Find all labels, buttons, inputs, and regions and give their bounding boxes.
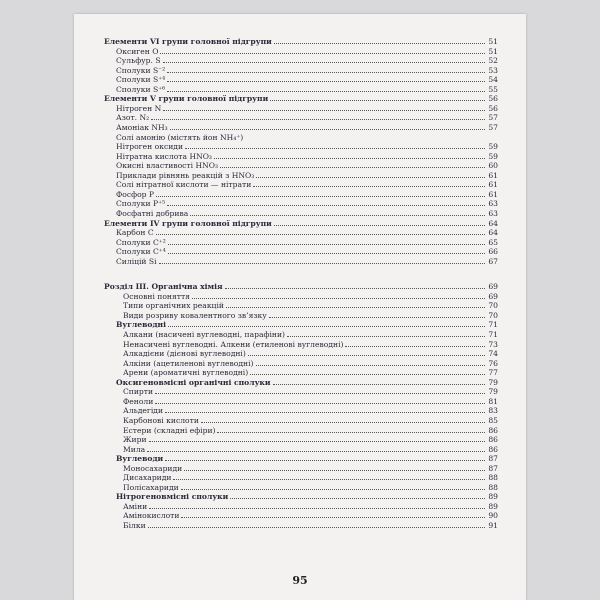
dot-leader [192, 298, 485, 299]
dot-leader [170, 129, 485, 130]
dot-leader [184, 470, 485, 471]
toc-entry [116, 378, 498, 387]
toc-entry-title: Типи органічних реакцій [123, 301, 224, 311]
toc-entry-page: 56 [488, 103, 498, 113]
dot-leader [155, 403, 485, 404]
toc-entry [123, 473, 498, 482]
toc-entry-page: 59 [488, 142, 498, 151]
toc-entry-page: 77 [488, 368, 498, 378]
toc-entry-page: 65 [488, 237, 498, 247]
toc-entry-page: 86 [488, 425, 498, 435]
toc-entry-title: Дисахариди [123, 473, 172, 483]
toc-entry-page: 86 [488, 435, 498, 444]
toc-entry [116, 171, 498, 180]
toc-entry-title: Окисні властивості HNO₃ [116, 161, 219, 171]
dot-leader [270, 100, 485, 101]
toc-entry-page: 89 [488, 492, 498, 502]
toc-entry [116, 180, 498, 189]
toc-entry [116, 161, 498, 170]
toc-entry-title: Феноли [123, 396, 154, 406]
toc-entry-title: Сполуки C⁺⁴ [116, 247, 166, 257]
toc-entry [123, 464, 498, 473]
toc-entry-title: Види розриву ковалентного зв’язку [123, 310, 267, 320]
toc-entry-title: Вуглеводи [116, 454, 164, 464]
dot-leader [151, 119, 485, 120]
toc-entry-title: Альдегіди [123, 406, 164, 416]
toc-entry-title: Амінокислоти [123, 511, 180, 521]
toc-entry-page: 74 [488, 349, 498, 359]
toc-entry-title: Елементи IV групи головної підгрупи [104, 218, 272, 228]
toc-entry [116, 75, 498, 84]
toc-entry [123, 502, 498, 511]
toc-entry-page: 87 [488, 463, 498, 473]
dot-leader [217, 432, 485, 433]
toc-entry [116, 152, 498, 161]
toc-entry [116, 85, 498, 94]
toc-entry-title: Елементи VI групи головної підгрупи [104, 37, 272, 46]
dot-leader [225, 288, 485, 289]
dot-leader [168, 253, 485, 254]
dot-leader [155, 393, 485, 394]
toc-entry-title: Сполуки S⁺⁶ [116, 84, 166, 94]
toc-entry-title: Арени (ароматичні вуглеводні) [123, 368, 249, 378]
toc-entry-title: Естери (складні ефіри) [123, 425, 216, 435]
toc-entry-title: Нітроген оксиди [116, 142, 184, 151]
toc-entry [104, 219, 498, 228]
toc-entry [104, 37, 498, 46]
toc-entry-page: 55 [488, 84, 498, 94]
toc-entry-title: Оксигеновмісні органічні сполуки [116, 377, 271, 387]
toc-entry-page: 91 [488, 521, 498, 530]
dot-leader [214, 158, 485, 159]
toc-entry [123, 511, 498, 520]
toc-entry-title: Карбонові кислоти [123, 415, 199, 425]
toc-entry-title: Оксиген O [116, 46, 159, 56]
toc-entry-title: Сполуки S⁻² [116, 65, 166, 75]
toc-entry [123, 301, 498, 310]
toc-entry-page: 51 [488, 37, 498, 46]
toc-entry-title: Сполуки S⁺⁴ [116, 75, 166, 85]
toc-entry [116, 320, 498, 329]
dot-leader [159, 263, 485, 264]
dot-leader [167, 205, 485, 206]
dot-leader [173, 479, 485, 480]
dot-leader [181, 517, 485, 518]
toc-entry-page: 61 [488, 170, 498, 180]
toc-entry-page: 79 [488, 377, 498, 387]
dot-leader [165, 412, 485, 413]
toc-entry-page: 69 [488, 282, 498, 292]
toc-entry [116, 199, 498, 208]
toc-entry [116, 56, 498, 65]
toc-entry-title: Амоніак NH₃ [116, 122, 168, 132]
toc-entry-page: 63 [488, 199, 498, 209]
dot-leader [181, 489, 485, 490]
toc-entry-page: 64 [488, 218, 498, 228]
toc-entry-page: 88 [488, 473, 498, 483]
toc-entry-page: 60 [488, 161, 498, 171]
dot-leader [287, 336, 485, 337]
toc-entry-title: Мила [123, 444, 146, 454]
toc-entry-title: Фосфор P [116, 189, 155, 199]
dot-leader [167, 72, 485, 73]
dot-leader [256, 365, 486, 366]
toc-entry-title: Білки [123, 521, 146, 530]
toc-entry [123, 406, 498, 415]
dot-leader [148, 527, 485, 528]
dot-leader [273, 384, 485, 385]
toc-entry [116, 104, 498, 113]
dot-leader [167, 81, 485, 82]
toc-entry-title: Аміни [123, 501, 148, 511]
dot-leader [256, 177, 485, 178]
toc-entry-page: 81 [488, 396, 498, 406]
toc-entry-page: 59 [488, 151, 498, 161]
dot-leader [156, 196, 485, 197]
toc-entry [123, 359, 498, 368]
toc-entry [116, 133, 498, 142]
dot-leader [269, 317, 485, 318]
toc-entry-page: 79 [488, 387, 498, 397]
toc-entry [123, 311, 498, 320]
toc-entry-page: 61 [488, 180, 498, 190]
toc-entry [116, 113, 498, 122]
book-page [74, 14, 526, 600]
toc-entry-title: Розділ III. Органічна хімія [104, 282, 223, 292]
dot-leader [190, 215, 485, 216]
toc-entry [116, 190, 498, 199]
dot-leader [156, 234, 485, 235]
toc-entry-page: 71 [488, 330, 498, 339]
toc-entry [123, 483, 498, 492]
toc-entry [123, 292, 498, 301]
toc-entry [116, 257, 498, 266]
dot-leader [253, 186, 485, 187]
dot-leader [201, 422, 485, 423]
toc-entry-title: Основні поняття [123, 291, 190, 301]
dot-leader [163, 62, 485, 63]
dot-leader [163, 110, 485, 111]
toc-entry-page: 51 [488, 46, 498, 56]
dot-leader [248, 355, 485, 356]
toc-entry-page: 70 [488, 310, 498, 320]
toc-entry-page: 71 [488, 320, 498, 330]
toc-entry-page: 87 [488, 454, 498, 464]
dot-leader [345, 346, 485, 347]
dot-leader [185, 148, 485, 149]
toc-entry-page: 66 [488, 247, 498, 257]
toc-entry [123, 368, 498, 377]
toc-entry-title: Приклади рівнянь реакцій з HNO₃ [116, 170, 255, 180]
toc-entry-page: 85 [488, 415, 498, 425]
toc-entry-page: 88 [488, 482, 498, 492]
toc-entry-title: Карбон C [116, 228, 154, 237]
toc-entry-title: Солі нітратної кислоти — нітрати [116, 180, 252, 190]
dot-leader [274, 43, 485, 44]
toc-entry-page: 52 [488, 56, 498, 66]
toc-entry-page: 89 [488, 501, 498, 511]
toc-entry-page: 63 [488, 208, 498, 218]
toc-entry-page: 53 [488, 65, 498, 75]
toc-entry-title: Вуглеводні [116, 320, 166, 330]
toc-entry-page: 70 [488, 301, 498, 311]
toc-entry-page: 76 [488, 358, 498, 368]
toc-entry-title: Сполуки P⁺⁵ [116, 199, 166, 209]
dot-leader [250, 374, 485, 375]
toc-entry-title: Жири [123, 435, 147, 444]
toc-entry [123, 340, 498, 349]
toc-entry-title: Спирти [123, 387, 154, 397]
dot-leader [168, 244, 485, 245]
dot-leader [230, 498, 485, 499]
toc-entry [116, 238, 498, 247]
dot-leader [220, 167, 485, 168]
page-number: 95 [292, 574, 308, 587]
toc-entry-title: Фосфатні добрива [116, 208, 189, 218]
toc-entry [123, 387, 498, 396]
dot-leader [226, 307, 485, 308]
toc-entry-page: 57 [488, 122, 498, 132]
toc-entry [123, 521, 498, 530]
toc-entry-page: 61 [488, 189, 498, 199]
dot-leader [149, 441, 485, 442]
toc-entry-title: Сполуки C⁺² [116, 237, 166, 247]
toc-entry-page: 67 [488, 256, 498, 266]
toc-entry [116, 454, 498, 463]
dot-leader [165, 460, 485, 461]
toc-entry [116, 492, 498, 501]
dot-leader [149, 508, 485, 509]
toc-entry-title: Алкани (насичені вуглеводні, парафіни) [123, 330, 285, 339]
toc-entry-title: Ненасичені вуглеводні. Алкени (етиленові вуглеводні) [123, 339, 344, 349]
toc-entry-title: Полісахариди [123, 482, 179, 492]
toc-entry-page: 73 [488, 339, 498, 349]
toc-entry [104, 282, 498, 291]
toc-entry-page: 56 [488, 94, 498, 104]
toc-entry [116, 47, 498, 56]
toc-entry-title: Сульфур. S [116, 56, 161, 66]
toc-entry [116, 123, 498, 132]
dot-leader [168, 326, 485, 327]
toc-entry-title: Моносахариди [123, 463, 183, 473]
toc-entry-title: Азот. N₂ [116, 113, 150, 123]
toc-entry-title: Силіцій Si [116, 256, 157, 266]
toc-entry [123, 330, 498, 339]
dot-leader [147, 451, 485, 452]
toc-entry-title: Нітратна кислота HNO₃ [116, 151, 212, 161]
toc-entry-page: 57 [488, 113, 498, 123]
toc-entry-title: Алкадієни (дієнові вуглеводні) [123, 349, 246, 359]
dot-leader [167, 91, 485, 92]
dot-leader [160, 53, 485, 54]
toc-entry-title: Елементи V групи головної підгрупи [104, 94, 269, 104]
toc-entry [123, 349, 498, 358]
toc-entry [116, 228, 498, 237]
toc-entry-title: Нітроген N [116, 103, 162, 113]
toc-entry-page: 64 [488, 228, 498, 237]
toc-entry [116, 247, 498, 256]
dot-leader [274, 225, 485, 226]
toc-entry-page: 69 [488, 291, 498, 301]
toc-entry [123, 416, 498, 425]
toc-entry [116, 142, 498, 151]
toc-entry-title: Нітрогеновмісні сполуки [116, 492, 229, 502]
toc-entry-title: Солі амонію (містять йон NH₄⁺) [116, 132, 244, 142]
toc-entry-page: 86 [488, 444, 498, 454]
toc-entry [123, 445, 498, 454]
toc-entry [116, 66, 498, 75]
toc-entry [123, 426, 498, 435]
toc-entry [123, 397, 498, 406]
toc-entry [123, 435, 498, 444]
toc-entry [104, 94, 498, 103]
toc-entry-page: 83 [488, 406, 498, 416]
toc-entry-page: 90 [488, 511, 498, 521]
toc-entry-page: 54 [488, 75, 498, 85]
toc-entry [116, 209, 498, 218]
toc-entry-title: Алкіни (ацетиленові вуглеводні) [123, 358, 254, 368]
